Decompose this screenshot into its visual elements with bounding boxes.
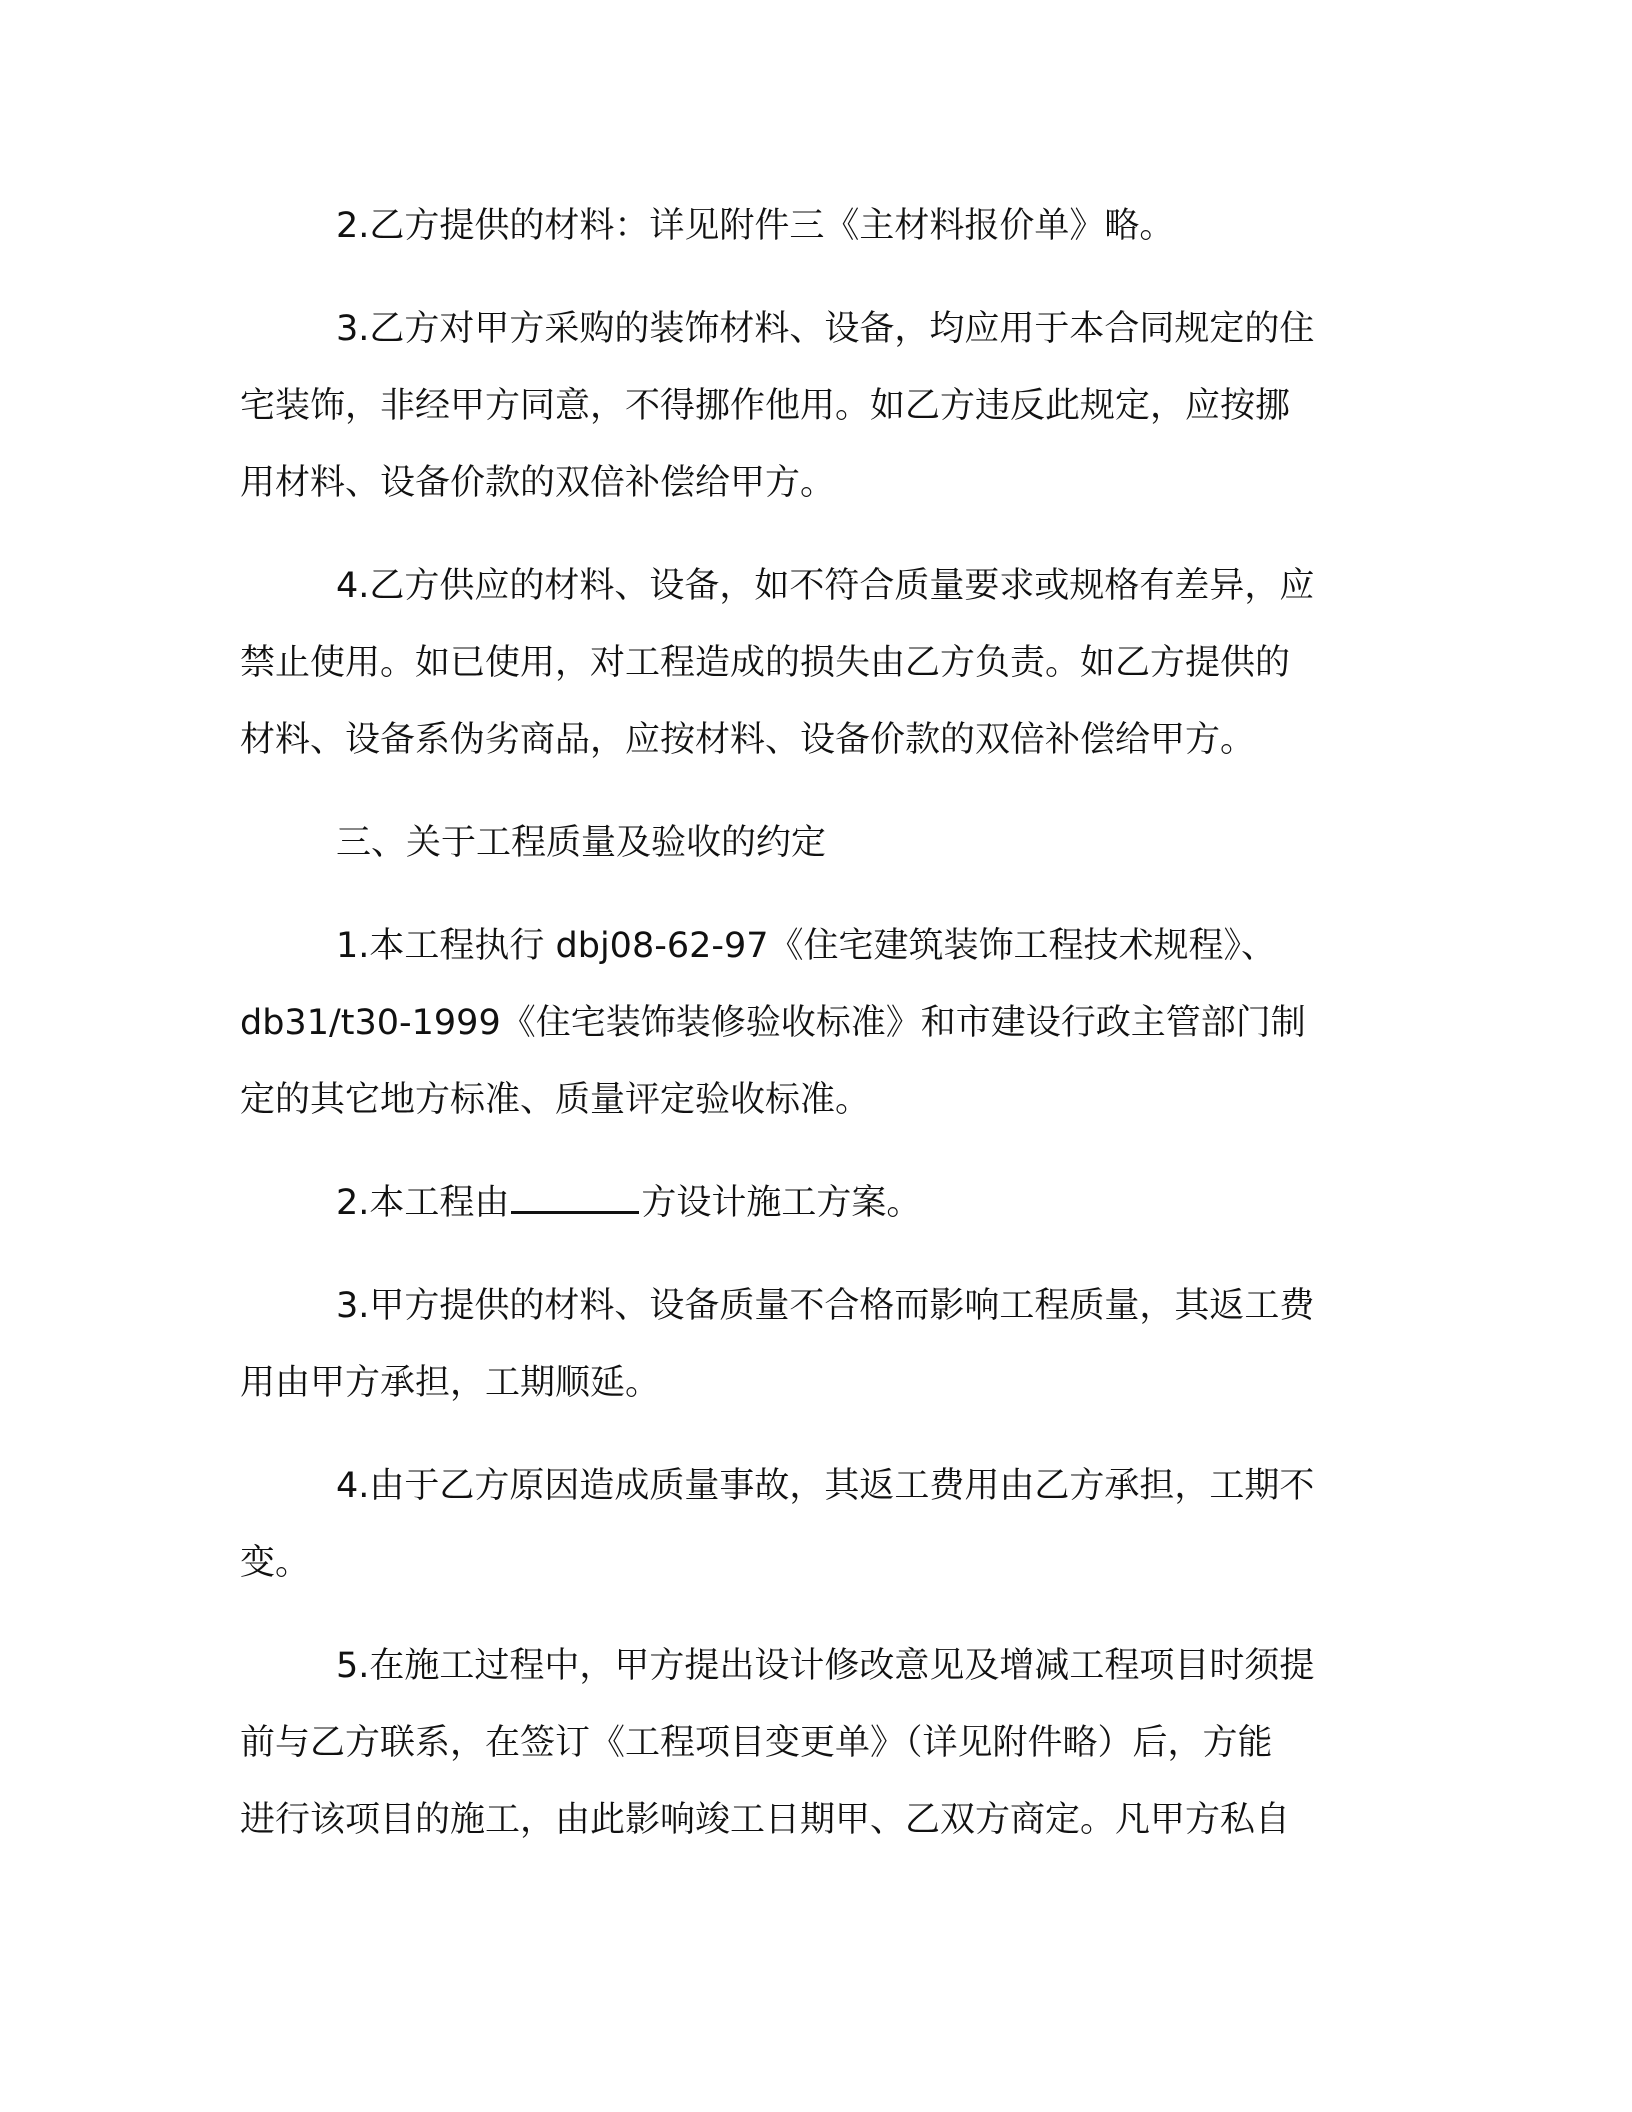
text-line: 2.乙方提供的材料：详见附件三《主材料报价单》略。 bbox=[336, 206, 1175, 246]
text-line: 材料、设备系伪劣商品，应按材料、设备价款的双倍补偿给甲方。 bbox=[240, 720, 1256, 760]
clause-1-standards bbox=[240, 908, 1372, 1139]
text-line: 用由甲方承担，工期顺延。 bbox=[240, 1363, 661, 1403]
clause-2-materials bbox=[240, 188, 1372, 265]
text-line: 定的其它地方标准、质量评定验收标准。 bbox=[240, 1080, 871, 1120]
text-line: 4.由于乙方原因造成质量事故，其返工费用由乙方承担，工期不 bbox=[336, 1466, 1315, 1506]
text-segment: 方设计施工方案。 bbox=[641, 1183, 922, 1223]
text-line bbox=[240, 1165, 1372, 1242]
fill-in-blank[interactable] bbox=[511, 1181, 639, 1214]
clause-5-design-change bbox=[240, 1628, 1372, 1859]
text-line: 进行该项目的施工，由此影响竣工日期甲、乙双方商定。凡甲方私自 bbox=[240, 1800, 1291, 1840]
text-line: 4.乙方供应的材料、设备，如不符合质量要求或规格有差异，应 bbox=[336, 566, 1315, 606]
text-segment: 2.本工程由 bbox=[336, 1183, 510, 1223]
text-line: 5.在施工过程中，甲方提出设计修改意见及增减工程项目时须提 bbox=[336, 1646, 1315, 1686]
text-line: 1.本工程执行 dbj08-62-97《住宅建筑装饰工程技术规程》、 bbox=[336, 926, 1277, 966]
text-line: 用材料、设备价款的双倍补偿给甲方。 bbox=[240, 463, 836, 503]
text-line: 3.甲方提供的材料、设备质量不合格而影响工程质量，其返工费 bbox=[336, 1286, 1315, 1326]
document-body bbox=[240, 188, 1372, 1885]
clause-3-materials-use bbox=[240, 291, 1372, 522]
text-line: 前与乙方联系，在签订《工程项目变更单》（详见附件略）后，方能 bbox=[240, 1723, 1273, 1763]
section-heading: 三、关于工程质量及验收的约定 bbox=[336, 823, 827, 863]
clause-4-quality-accident bbox=[240, 1448, 1372, 1602]
section-heading-3 bbox=[240, 805, 1372, 882]
text-line: 宅装饰，非经甲方同意，不得挪作他用。如乙方违反此规定，应按挪 bbox=[240, 386, 1291, 426]
clause-3-defective-materials bbox=[240, 1268, 1372, 1422]
clause-2-design bbox=[240, 1165, 1372, 1242]
text-line: 3.乙方对甲方采购的装饰材料、设备，均应用于本合同规定的住 bbox=[336, 309, 1315, 349]
text-line: db31/t30-1999《住宅装饰装修验收标准》和市建设行政主管部门制 bbox=[240, 1003, 1306, 1043]
text-line: 禁止使用。如已使用，对工程造成的损失由乙方负责。如乙方提供的 bbox=[240, 643, 1291, 683]
clause-4-materials-quality bbox=[240, 548, 1372, 779]
text-line: 变。 bbox=[240, 1543, 311, 1583]
